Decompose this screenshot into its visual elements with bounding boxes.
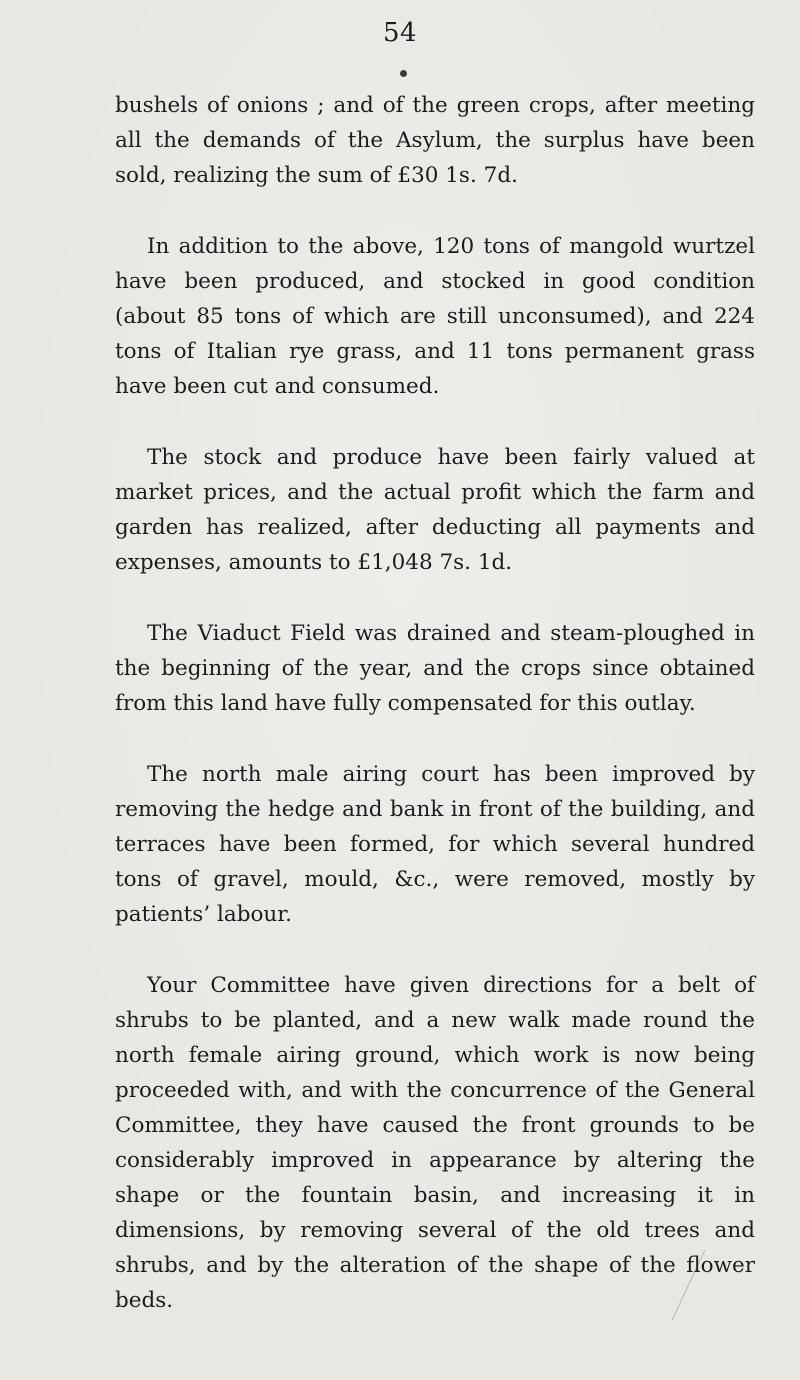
paragraph-2: In addition to the above, 120 tons of mangold wurtzel have been produced, and stocked in good condition (about 85 tons of which are still unconsumed), and 224 tons of Italian rye grass, and 11 tons permanent grass have been cut and consumed. (115, 234, 755, 399)
paragraph-1: bushels of onions ; and of the green crops, after meeting all the demands of the Asylum, the surplus have been sold, realizing the sum of £30 1s. 7d. (115, 93, 755, 188)
paragraph-6: Your Committee have given directions for a belt of shrubs to be planted, and a new walk made round the north female airing ground, which work is now being proceeded with, and with the concurrence of the General Committee, they have caused the front grounds to be considerably improved in appearance by altering the shape or the fountain basin, and increasing it in dimensions, by removing several of the old trees and shrubs, and by the alteration of the shape of the flower beds. (115, 973, 755, 1313)
paragraph-5: The north male airing court has been improved by removing the hedge and bank in front of the building, and terraces have been formed, for which several hundred tons of gravel, mould, &c., were removed, mostly by patients’ labour. (115, 762, 755, 927)
page-number: 54 (382, 18, 418, 48)
body-text (115, 88, 755, 1354)
paragraph-3: The stock and produce have been fairly valued at market prices, and the actual profit which the farm and garden has realized, after deducting all payments and expenses, amounts to £1,048 7s. 1d. (115, 445, 755, 575)
paragraph-4: The Viaduct Field was drained and steam-ploughed in the beginning of the year, and the crops since obtained from this land have fully compensated for this outlay. (115, 621, 755, 716)
ink-speck (400, 70, 407, 77)
